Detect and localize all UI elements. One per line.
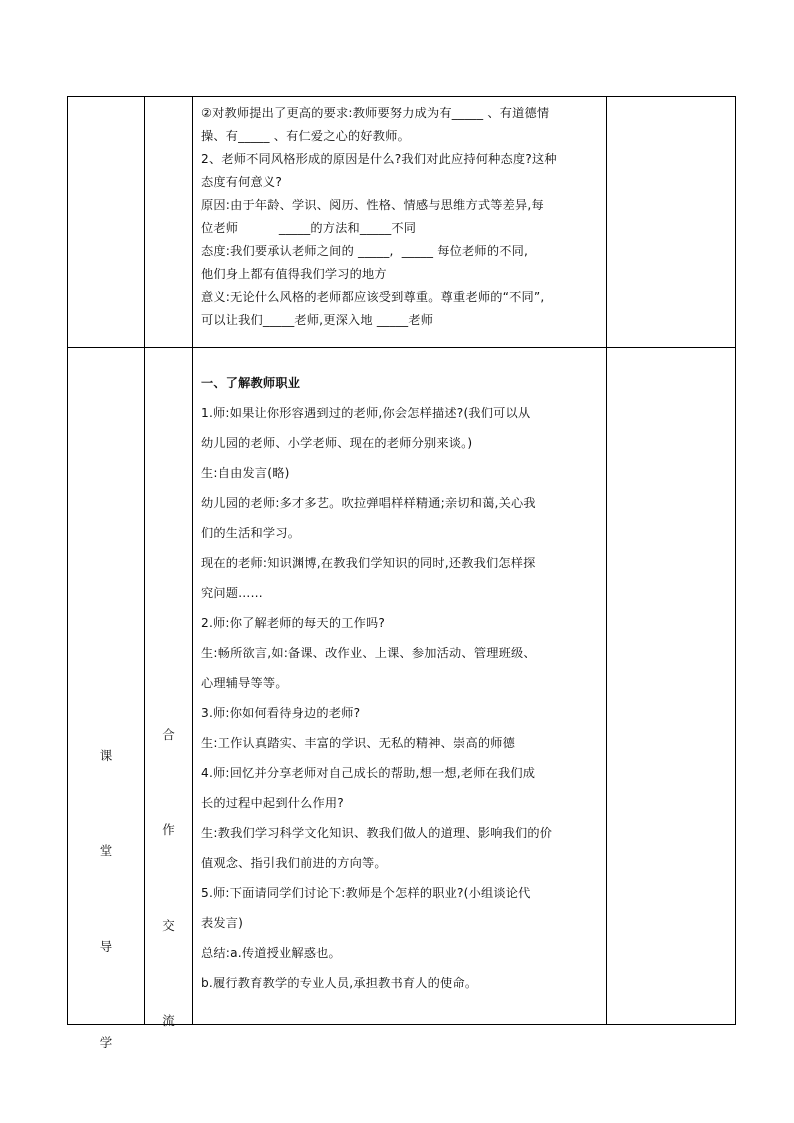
section-label-char: 课	[99, 748, 113, 763]
text-line: 生:自由发言(略)	[201, 466, 290, 480]
activity-label-char: 交	[162, 918, 175, 933]
section-label-cell	[68, 348, 145, 1050]
activity-label-char: 流	[162, 1013, 175, 1028]
table-row	[68, 97, 736, 348]
text-line: 生:畅所欲言,如:备课、改作业、上课、参加活动、管理班级、	[201, 646, 536, 660]
text-line: 原因:由于年龄、学识、阅历、性格、情感与思维方式等差异,每	[201, 198, 544, 212]
section-label-char: 堂	[99, 843, 113, 858]
review-content	[193, 97, 606, 332]
text-line: 总结:a.传道授业解惑也。	[201, 946, 341, 960]
text-line: 可以让我们_____老师,更深入地 _____老师	[201, 313, 434, 327]
empty-cell	[145, 97, 193, 348]
text-line: 幼儿园的老师、小学老师、现在的老师分别来谈。)	[201, 436, 473, 450]
text-line: 表发言)	[201, 916, 244, 930]
text-line: 值观念、指引我们前进的方向等。	[201, 856, 387, 870]
text-line: ②对教师提出了更高的要求:教师要努力成为有_____ 、有道德情	[201, 106, 550, 120]
text-line: 他们身上都有值得我们学习的地方	[201, 267, 387, 281]
section-label	[68, 348, 144, 1050]
text-line: 2、老师不同风格形成的原因是什么?我们对此应持何种态度?这种	[201, 152, 557, 166]
activity-label	[145, 348, 192, 1028]
table-row	[68, 348, 736, 1025]
activity-label-char: 合	[162, 727, 175, 742]
notes-cell	[607, 97, 736, 348]
text-line: 位老师 _____的方法和_____不同	[201, 221, 417, 235]
notes-cell	[607, 348, 736, 1025]
lesson-content	[193, 348, 606, 998]
text-line: 长的过程中起到什么作用?	[201, 796, 344, 810]
empty-cell	[68, 97, 145, 348]
lesson-plan-table	[67, 96, 736, 1050]
content-cell	[193, 97, 607, 348]
text-line: 现在的老师:知识渊博,在教我们学知识的同时,还教我们怎样探	[201, 556, 536, 570]
text-line: 2.师:你了解老师的每天的工作吗?	[201, 616, 386, 630]
activity-label-cell	[145, 348, 193, 1028]
text-line: b.履行教育教学的专业人员,承担教书育人的使命。	[201, 976, 478, 990]
text-line: 生:教我们学习科学文化知识、教我们做人的道理、影响我们的价	[201, 826, 553, 840]
section-heading: 一、了解教师职业	[201, 376, 301, 390]
section-label-char: 学	[99, 1035, 113, 1050]
text-line: 3.师:你如何看待身边的老师?	[201, 706, 361, 720]
text-line: 们的生活和学习。	[201, 526, 301, 540]
text-line: 生:工作认真踏实、丰富的学识、无私的精神、崇高的师德	[201, 736, 515, 750]
activity-label-char: 作	[162, 822, 175, 837]
text-line: 5.师:下面请同学们讨论下:教师是个怎样的职业?(小组谈论代	[201, 886, 531, 900]
text-line: 究问题……	[201, 586, 263, 600]
section-label-char: 导	[99, 939, 113, 954]
text-line: 态度有何意义?	[201, 175, 282, 189]
text-line: 4.师:回忆并分享老师对自己成长的帮助,想一想,老师在我们成	[201, 766, 536, 780]
text-line: 1.师:如果让你形容遇到过的老师,你会怎样描述?(我们可以从	[201, 406, 531, 420]
text-line: 操、有_____ 、有仁爱之心的好教师。	[201, 129, 410, 143]
content-cell	[193, 348, 607, 1025]
text-line: 态度:我们要承认老师之间的 _____, _____ 每位老师的不同,	[201, 244, 529, 258]
text-line: 心理辅导等等。	[201, 676, 288, 690]
text-line: 意义:无论什么风格的老师都应该受到尊重。尊重老师的“不同”,	[201, 290, 545, 304]
text-line: 幼儿园的老师:多才多艺。吹拉弹唱样样精通;亲切和蔼,关心我	[201, 496, 536, 510]
